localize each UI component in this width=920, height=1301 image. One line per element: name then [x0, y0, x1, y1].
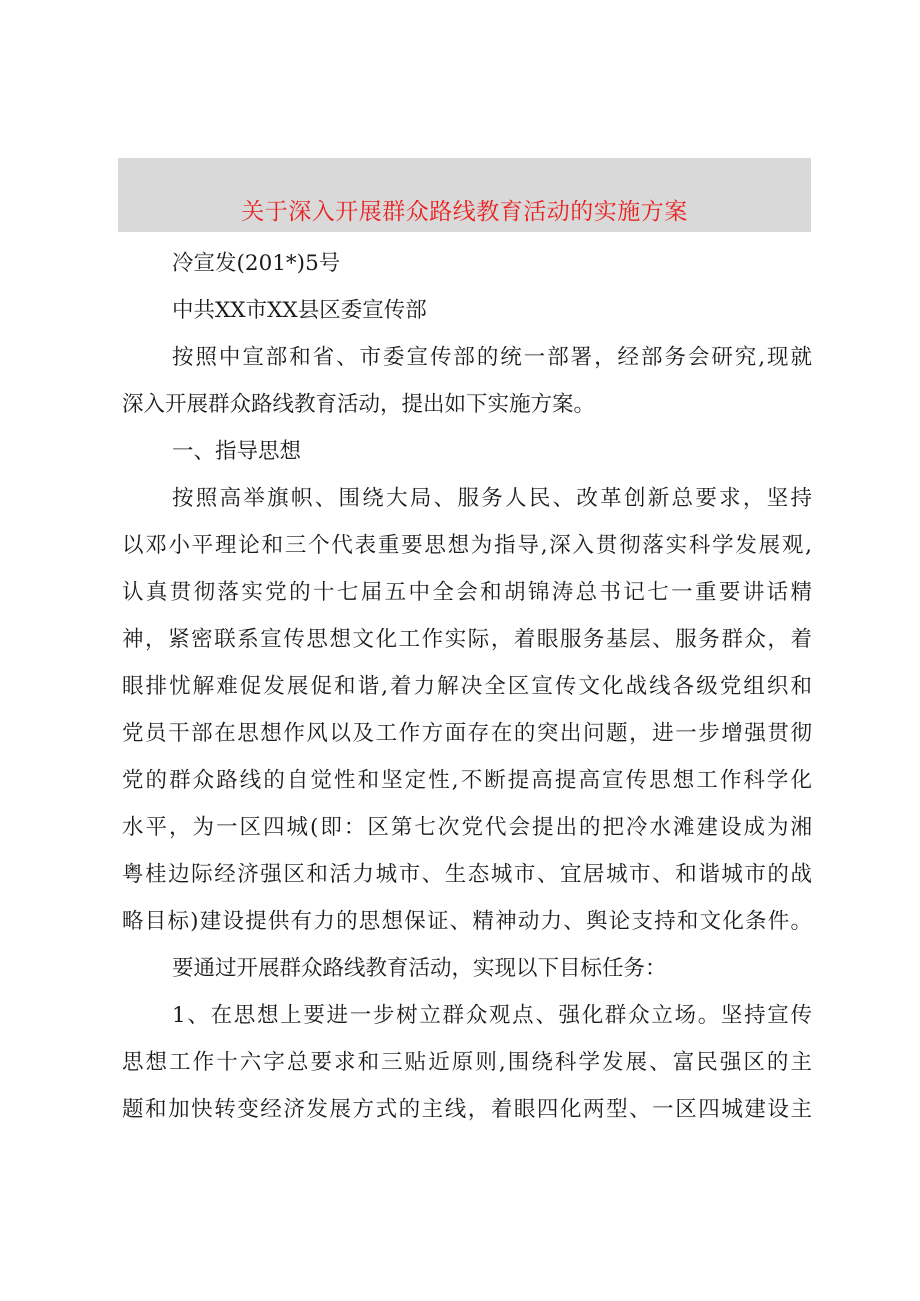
- paragraph-line: 以邓小平理论和三个代表重要思想为指导,深入贯彻落实科学发展观,: [122, 533, 812, 558]
- document-title: 关于深入开展群众路线教育活动的实施方案: [241, 198, 688, 225]
- paragraph-line: 眼排忧解难促发展促和谐,着力解决全区宣传文化战线各级党组织和: [122, 674, 812, 699]
- title-band: [118, 158, 811, 232]
- paragraph-line: 思想工作十六字总要求和三贴近原则,围绕科学发展、富民强区的主: [122, 1050, 812, 1075]
- paragraph-line: 党的群众路线的自觉性和坚定性,不断提高提高宣传思想工作科学化: [122, 768, 812, 793]
- paragraph-line: 深入开展群众路线教育活动，提出如下实施方案。: [122, 392, 596, 417]
- paragraph-line: 按照中宣部和省、市委宣传部的统一部署，经部务会研究,现就: [172, 345, 812, 370]
- issuer-line: 中共XX市XX县区委宣传部: [172, 298, 427, 323]
- section-heading: 一、指导思想: [172, 439, 302, 464]
- paragraph-line: 1、在思想上要进一步树立群众观点、强化群众立场。坚持宣传: [172, 1003, 812, 1028]
- paragraph-line: 粤桂边际经济强区和活力城市、生态城市、宜居城市、和谐城市的战: [122, 862, 812, 887]
- paragraph-line: 要通过开展群众路线教育活动，实现以下目标任务：: [172, 956, 667, 981]
- paragraph-line: 题和加快转变经济发展方式的主线，着眼四化两型、一区四城建设主: [122, 1097, 812, 1122]
- paragraph-line: 按照高举旗帜、围绕大局、服务人民、改革创新总要求，坚持: [172, 486, 812, 511]
- paragraph-line: 党员干部在思想作风以及工作方面存在的突出问题，进一步增强贯彻: [122, 721, 812, 746]
- paragraph-line: 略目标)建设提供有力的思想保证、精神动力、舆论支持和文化条件。: [122, 909, 812, 934]
- paragraph-line: 认真贯彻落实党的十七届五中全会和胡锦涛总书记七一重要讲话精: [122, 580, 812, 605]
- document-body: [122, 240, 812, 1133]
- doc-number-line: 冷宣发(201*)5号: [172, 251, 341, 276]
- paragraph-line: 神，紧密联系宣传思想文化工作实际，着眼服务基层、服务群众，着: [122, 627, 812, 652]
- paragraph-line: 水平，为一区四城(即：区第七次党代会提出的把冷水滩建设成为湘: [122, 815, 812, 840]
